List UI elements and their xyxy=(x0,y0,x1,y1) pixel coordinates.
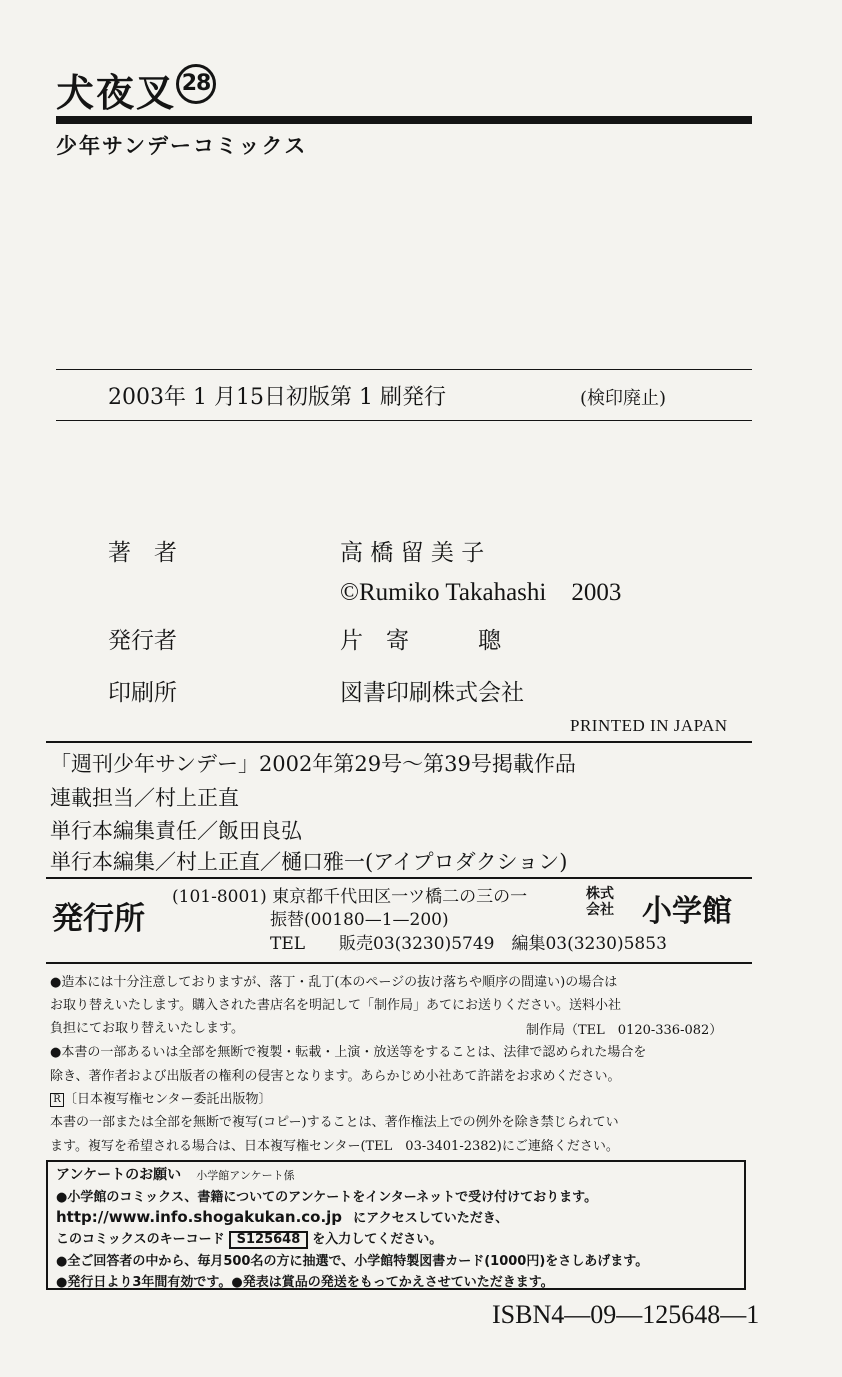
publisher-transfer: 振替(00180—1—200) xyxy=(270,910,449,930)
printer-name: 図書印刷株式会社 xyxy=(340,680,524,706)
publisher-name: 小学館 xyxy=(642,894,732,929)
series-label: 少年サンデーコミックス xyxy=(56,134,308,158)
r-mark-icon: R xyxy=(50,1093,64,1107)
divider-notes xyxy=(46,962,752,964)
enquete-heading-row xyxy=(56,1164,295,1184)
divider-top xyxy=(56,369,752,370)
note-line: 本書の一部または全部を無断で複写(コピー)することは、著作権法上での例外を除き禁じられてい xyxy=(50,1115,619,1130)
seal-note: (検印廃止) xyxy=(580,388,667,409)
enquete-heading-sub: 小学館アンケート係 xyxy=(196,1169,295,1182)
printer-label: 印刷所 xyxy=(108,680,177,706)
kabushiki-line1: 株式 xyxy=(586,886,614,902)
enquete-url-row xyxy=(56,1207,508,1226)
serial-editor: 連載担当／村上正直 xyxy=(50,786,239,810)
author-name: 高 橋 留 美 子 xyxy=(340,540,485,566)
tankobon-chief-editor: 単行本編集責任／飯田良弘 xyxy=(50,819,302,843)
enquete-line: ●発行日より3年間有効です。●発表は賞品の発送をもってかえさせていただきます。 xyxy=(56,1275,554,1290)
volume-number-badge: 28 xyxy=(176,64,216,104)
tankobon-editors: 単行本編集／村上正直／樋口雅一(アイプロダクション) xyxy=(50,850,568,874)
note-line: ●造本には十分注意しておりますが、落丁・乱丁(本のページの抜け落ちや順序の間違い)の場合は xyxy=(50,975,618,990)
publisher-tel: TEL 販売03(3230)5749 編集03(3230)5853 xyxy=(270,934,667,954)
printed-in-japan: PRINTED IN JAPAN xyxy=(570,716,728,735)
publisher-person-name: 片 寄 聰 xyxy=(340,628,501,654)
publisher-address: (101-8001) 東京都千代田区一ツ橋二の三の一 xyxy=(172,887,528,907)
production-dept-tel: 制作局（TEL 0120-336-082） xyxy=(526,1023,723,1038)
isbn: ISBN4—09—125648—1 xyxy=(492,1300,760,1329)
divider-edition xyxy=(56,420,752,421)
note-line: ます。複写を希望される場合は、日本複写権センター(TEL 03-3401-2382)にご連絡ください。 xyxy=(50,1139,619,1154)
publisher-label: 発行所 xyxy=(52,901,145,937)
note-line: 負担にてお取り替えいたします。 xyxy=(50,1021,244,1036)
note-line: 除き、著作者および出版者の権利の侵害となります。あらかじめ小社あて許諾をお求めください。 xyxy=(50,1069,621,1084)
keycode-prefix: このコミックスのキーコード xyxy=(56,1232,225,1247)
kabushiki-line2: 会社 xyxy=(586,902,614,918)
header-bar xyxy=(56,116,752,124)
author-label: 著 者 xyxy=(108,540,177,566)
enquete-line: ●全ご回答者の中から、毎月500名の方に抽選で、小学館特製図書カード(1000円)をさしあげます。 xyxy=(56,1254,649,1269)
enquete-keycode-row xyxy=(56,1228,442,1249)
note-line: お取り替えいたします。購入された書店名を明記して「制作局」あてにお送りください。送料小社 xyxy=(50,998,621,1013)
divider-serial xyxy=(46,741,752,743)
first-edition-date: 2003年 1 月15日初版第 1 刷発行 xyxy=(108,385,446,410)
enquete-url-tail: にアクセスしていただき、 xyxy=(353,1211,509,1226)
serialization-source: 「週刊少年サンデー」2002年第29号～第39号掲載作品 xyxy=(50,752,576,776)
enquete-url[interactable]: http://www.info.shogakukan.co.jp xyxy=(56,1208,343,1226)
kabushiki-kaisha xyxy=(586,886,614,918)
jrrc-line xyxy=(50,1088,271,1107)
divider-publisher xyxy=(46,877,752,879)
enquete-heading: アンケートのお願い xyxy=(56,1167,182,1183)
keycode-suffix: を入力してください。 xyxy=(312,1232,443,1247)
publisher-person-label: 発行者 xyxy=(108,628,177,654)
copyright-line: ©Rumiko Takahashi 2003 xyxy=(340,579,622,606)
jrrc-label: 〔日本複写権センター委託出版物〕 xyxy=(64,1092,272,1107)
note-line: ●本書の一部あるいは全部を無断で複製・転載・上演・放送等をすることは、法律で認められた場合を xyxy=(50,1045,647,1060)
enquete-line: ●小学館のコミックス、書籍についてのアンケートをインターネットで受け付けております。 xyxy=(56,1190,598,1205)
book-title: 犬夜叉 xyxy=(56,71,177,115)
keycode-box: S125648 xyxy=(229,1231,309,1249)
